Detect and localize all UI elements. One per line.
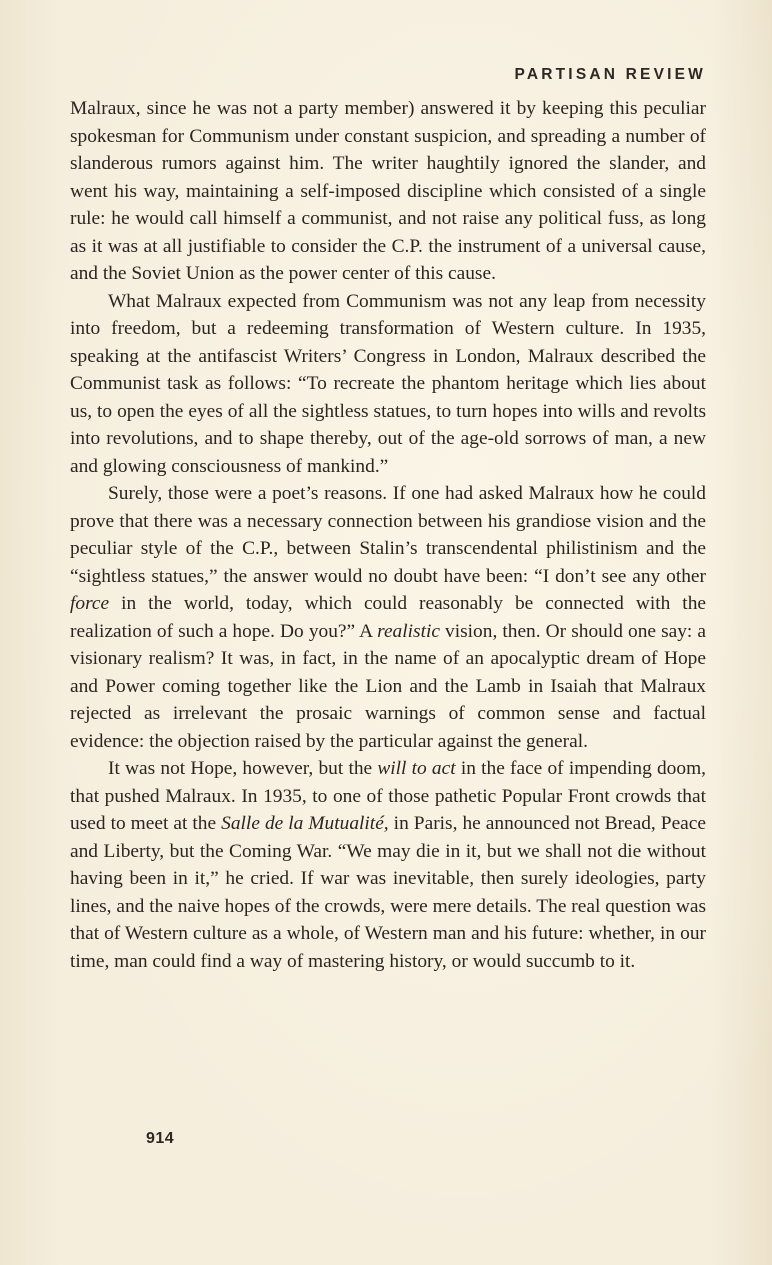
page-number: 914 [146, 1130, 175, 1147]
paragraph-2 [70, 288, 706, 481]
text-segment: in the face of impending doom, that pushed Malraux. In 1935, to one of those pathetic Popular Front crowds that used to meet at the [70, 758, 706, 834]
text-segment: vision, then. Or should one say: a visionary realism? It was, in fact, in the name of an apocalyptic dream of Hope and Power coming together like the Lion and the Lamb in Isaiah that Malraux rejected as irrelevant the prosaic warnings of common sense and factual evidence: the objection raised by the particular against the general. [70, 620, 706, 752]
text-segment: in the world, today, which could reasonably be connected with the realization of such a hope. Do you?” A [70, 593, 706, 642]
paragraph-1 [70, 95, 706, 288]
italic-emphasis: Salle de la Mutualité, [221, 813, 389, 834]
italic-emphasis: will to act [377, 758, 456, 779]
running-head: PARTISAN REVIEW [514, 66, 706, 83]
text-segment: in Paris, he announced not Bread, Peace and Liberty, but the Coming War. “We may die in it, but we shall not die without having been in it,” he cried. If war was inevitable, then surely ideologies, party lines, and the naive hopes of the crowds, were mere details. The real question was that of Western culture as a whole, of Western man and his future: whether, in our time, man could find a way of mastering history, or would succumb to it. [70, 813, 707, 972]
text-segment: Surely, those were a poet’s reasons. If one had asked Malraux how he could prove that there was a necessary connection between his grandiose vision and the peculiar style of the C.P., between Stalin’s transcendental philistinism and the “sightless statues,” the answer would no doubt have been: “I don’t see any other [70, 483, 706, 587]
body-text [70, 95, 706, 975]
text-segment: What Malraux expected from Communism was not any leap from necessity into freedom, but a redeeming transformation of Western culture. In 1935, speaking at the antifascist Writers’ Congress in London, Malraux described the Communist task as follows: “To recreate the phantom heritage which lies about us, to open the eyes of all the sightless statues, to turn hopes into wills and revolts into revolutions, and to shape thereby, out of the age-old sorrows of man, a new and glowing consciousness of mankind.” [70, 290, 706, 477]
text-segment: Malraux, since he was not a party member) answered it by keeping this peculiar spokesman for Communism under constant suspicion, and spreading a number of slanderous rumors against him. The writer haughtily ignored the slander, and went his way, maintaining a self-imposed discipline which consisted of a single rule: he would call himself a communist, and not raise any political fuss, as long as it was at all justifiable to consider the C.P. the instrument of a universal cause, and the Soviet Union as the power center of this cause. [70, 98, 706, 284]
italic-emphasis: force [70, 593, 110, 614]
paragraph-3 [70, 480, 706, 755]
paragraph-4 [70, 755, 706, 975]
italic-emphasis: realistic [377, 620, 440, 642]
text-segment: It was not Hope, however, but the [108, 758, 378, 779]
